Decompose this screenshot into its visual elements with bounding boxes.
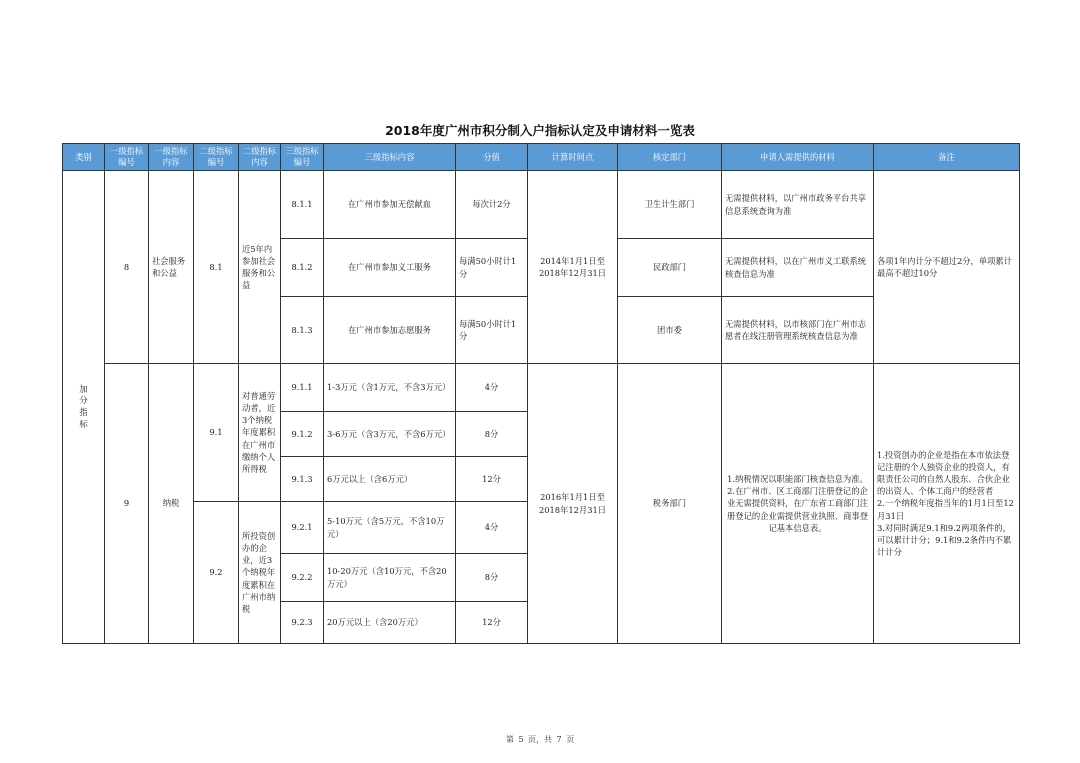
dept: 团市委	[618, 297, 722, 364]
l3-no: 9.1.2	[281, 412, 324, 457]
header-note: 备注	[874, 144, 1020, 171]
l3-content: 在广州市参加无偿献血	[324, 171, 456, 239]
materials-9-line-2: 2.在广州市、区工商部门注册登记的企业无需提供资料，在广东省工商部门注册登记的企业需提供营业执照、商事登记基本信息表。	[726, 486, 869, 533]
header-dept: 核定部门	[618, 144, 722, 171]
materials: 无需提供材料，以市核部门在广州市志愿者在线注册管理系统核查信息为准	[722, 297, 874, 364]
table-row	[63, 171, 1020, 239]
l2-no-9-1: 9.1	[194, 364, 239, 502]
footer-mid: 页，共	[528, 735, 552, 744]
header-category: 类别	[63, 144, 105, 171]
l3-content: 10-20万元（含10万元，不含20万元）	[324, 554, 456, 602]
l1-content-9: 纳税	[149, 364, 194, 644]
dept-9: 税务部门	[618, 364, 722, 644]
page-footer	[0, 734, 1080, 745]
l2-content-9-1: 对普通劳动者，近3个纳税年度累积在广州市缴纳个人所得税	[239, 364, 281, 502]
l3-no: 8.1.1	[281, 171, 324, 239]
footer-suffix: 页	[566, 735, 575, 744]
footer-prefix: 第	[505, 735, 514, 744]
l3-content: 1-3万元（含1万元，不含3万元）	[324, 364, 456, 412]
score: 12分	[456, 457, 528, 502]
note-9-line-3: 3.对同时满足9.1和9.2两项条件的，可以累计计分；9.1和9.2条件内不累计计分	[877, 522, 1012, 557]
l3-content: 3-6万元（含3万元，不含6万元）	[324, 412, 456, 457]
score: 每满50小时计1分	[456, 297, 528, 364]
header-l2-content: 二级指标内容	[239, 144, 281, 171]
score: 每次计2分	[456, 171, 528, 239]
l1-no-9: 9	[105, 364, 149, 644]
note-9	[874, 364, 1020, 644]
l2-content-9-2: 所投资创办的企业，近3个纳税年度累积在广州市纳税	[239, 502, 281, 644]
score: 8分	[456, 412, 528, 457]
footer-total-pages: 7	[556, 735, 562, 744]
header-l1-no: 一级指标编号	[105, 144, 149, 171]
note-8: 各项1年内计分不超过2分，单项累计最高不超过10分	[874, 171, 1020, 364]
footer-page-number: 5	[518, 735, 524, 744]
l2-no-8-1: 8.1	[194, 171, 239, 364]
time-9: 2016年1月1日至2018年12月31日	[528, 364, 618, 644]
materials-9-line-1: 1.纳税情况以职能部门核查信息为准。	[727, 474, 868, 485]
table-row	[63, 364, 1020, 412]
l2-no-9-2: 9.2	[194, 502, 239, 644]
header-materials: 申请人需提供的材料	[722, 144, 874, 171]
l3-content: 在广州市参加义工服务	[324, 239, 456, 297]
header-l2-no: 二级指标编号	[194, 144, 239, 171]
l3-no: 8.1.2	[281, 239, 324, 297]
l3-content: 5-10万元（含5万元，不含10万元）	[324, 502, 456, 554]
score: 4分	[456, 502, 528, 554]
header-l3-content: 三级指标内容	[324, 144, 456, 171]
score: 8分	[456, 554, 528, 602]
materials-9	[722, 364, 874, 644]
l3-content: 6万元以上（含6万元）	[324, 457, 456, 502]
header-score: 分值	[456, 144, 528, 171]
score: 每满50小时计1分	[456, 239, 528, 297]
note-9-line-2: 2.一个纳税年度指当年的1月1日至12月31日	[877, 498, 1014, 521]
header-l3-no: 三级指标编号	[281, 144, 324, 171]
l1-content-8: 社会服务和公益	[149, 171, 194, 364]
dept: 民政部门	[618, 239, 722, 297]
category-label: 加分指标	[79, 383, 88, 429]
time-8: 2014年1月1日至2018年12月31日	[528, 171, 618, 364]
category-cell	[63, 171, 105, 644]
l3-no: 9.1.3	[281, 457, 324, 502]
materials: 无需提供材料，以广州市政务平台共享信息系统查询为准	[722, 171, 874, 239]
header-time: 计算时间点	[528, 144, 618, 171]
header-row	[63, 144, 1020, 171]
note-9-line-1: 1.投资创办的企业是指在本市依法登记注册的个人独资企业的投资人，有限责任公司的自然人股东、合伙企业的出资人、个体工商户的经营者	[877, 450, 1010, 497]
header-l1-content: 一级指标内容	[149, 144, 194, 171]
document-title: 2018年度广州市积分制入户指标认定及申请材料一览表	[385, 123, 695, 138]
materials: 无需提供材料，以在广州市义工联系统核查信息为准	[722, 239, 874, 297]
l3-no: 9.2.1	[281, 502, 324, 554]
l3-no: 9.1.1	[281, 364, 324, 412]
dept: 卫生计生部门	[618, 171, 722, 239]
l3-content: 在广州市参加志愿服务	[324, 297, 456, 364]
l3-content: 20万元以上（含20万元）	[324, 602, 456, 644]
l3-no: 8.1.3	[281, 297, 324, 364]
l3-no: 9.2.2	[281, 554, 324, 602]
indicator-table	[62, 143, 1020, 644]
score: 4分	[456, 364, 528, 412]
l3-no: 9.2.3	[281, 602, 324, 644]
l1-no-8: 8	[105, 171, 149, 364]
score: 12分	[456, 602, 528, 644]
l2-content-8-1: 近5年内参加社会服务和公益	[239, 171, 281, 364]
